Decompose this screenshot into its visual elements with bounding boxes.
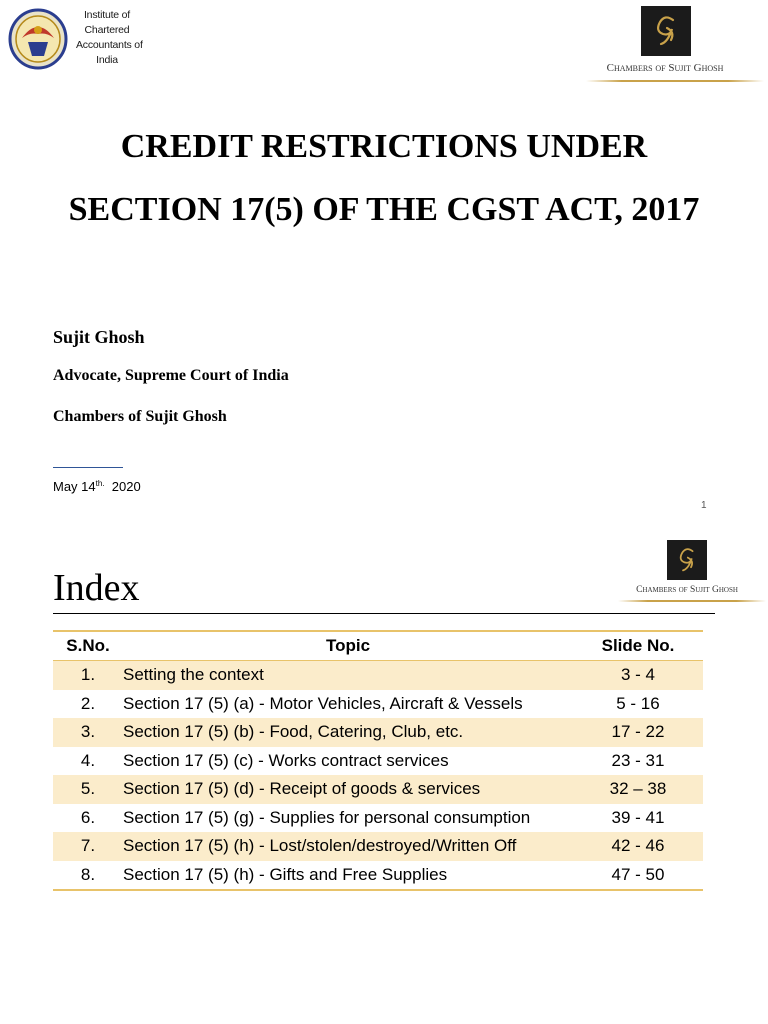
gold-divider (586, 80, 764, 82)
header-sno: S.No. (53, 631, 123, 661)
author-firm: Chambers of Sujit Ghosh (53, 408, 227, 425)
row-slide: 32 – 38 (573, 775, 703, 804)
date-suffix: th. (95, 479, 105, 488)
row-topic: Setting the context (123, 661, 573, 690)
row-sno: 6. (80, 807, 96, 827)
presentation-date (53, 479, 141, 494)
icai-line-1: Institute of (83, 9, 131, 21)
gold-divider-small (618, 600, 766, 602)
row-sno: 5. (53, 775, 123, 804)
icai-name (76, 8, 143, 68)
date-year: 2020 (111, 479, 141, 494)
row-topic: Section 17 (5) (h) - Lost/stolen/destroyed/Written Off (123, 832, 573, 861)
header-slide: Slide No. (573, 631, 703, 661)
table-row (53, 690, 703, 719)
chambers-name-index: Chambers of Sujit Ghosh (636, 585, 738, 595)
row-sno: 7. (53, 832, 123, 861)
row-slide: 5 - 16 (616, 693, 660, 713)
chambers-name-header: Chambers of Sujit Ghosh (606, 62, 724, 74)
title-line-1: CREDIT RESTRICTIONS UNDER (120, 128, 648, 165)
row-sno: 1. (53, 661, 123, 690)
row-slide: 42 - 46 (573, 832, 703, 861)
title-line-2: SECTION 17(5) OF THE CGST ACT, 2017 (68, 191, 700, 228)
row-topic: Section 17 (5) (g) - Supplies for personal consumption (123, 807, 531, 827)
icai-emblem-logo (8, 8, 68, 70)
icai-line-4: India (96, 54, 118, 66)
table-row (53, 661, 703, 690)
row-sno: 8. (80, 864, 96, 884)
chambers-monogram-logo (641, 6, 691, 56)
table-row (53, 861, 703, 891)
icai-line-3: Accountants of (76, 39, 143, 51)
header-topic: Topic (123, 631, 573, 661)
row-slide: 47 - 50 (611, 864, 665, 884)
row-sno: 4. (80, 750, 96, 770)
row-slide: 23 - 31 (611, 750, 665, 770)
icai-line-2: Chartered (84, 24, 130, 36)
index-title: Index (53, 567, 140, 609)
row-topic: Section 17 (5) (a) - Motor Vehicles, Aircraft & Vessels (123, 693, 523, 713)
row-topic: Section 17 (5) (c) - Works contract services (123, 750, 449, 770)
author-role: Advocate, Supreme Court of India (53, 367, 289, 384)
table-row (53, 775, 703, 804)
row-topic: Section 17 (5) (h) - Gifts and Free Supplies (123, 864, 448, 884)
page-number: 1 (701, 500, 707, 511)
date-prefix: May 14 (53, 479, 96, 494)
row-topic: Section 17 (5) (d) - Receipt of goods & services (123, 775, 573, 804)
index-table (53, 630, 703, 891)
table-row (53, 832, 703, 861)
author-name: Sujit Ghosh (53, 327, 145, 347)
row-slide: 3 - 4 (573, 661, 703, 690)
row-slide: 17 - 22 (573, 718, 703, 747)
table-row (53, 747, 703, 776)
table-header-row (53, 631, 703, 661)
table-row (53, 804, 703, 833)
row-slide: 39 - 41 (611, 807, 665, 827)
row-sno: 2. (80, 693, 96, 713)
table-row (53, 718, 703, 747)
chambers-monogram-logo-small (667, 540, 707, 580)
row-topic: Section 17 (5) (b) - Food, Catering, Club, etc. (123, 718, 573, 747)
index-title-rule (53, 613, 715, 614)
date-divider (53, 467, 123, 468)
row-sno: 3. (53, 718, 123, 747)
